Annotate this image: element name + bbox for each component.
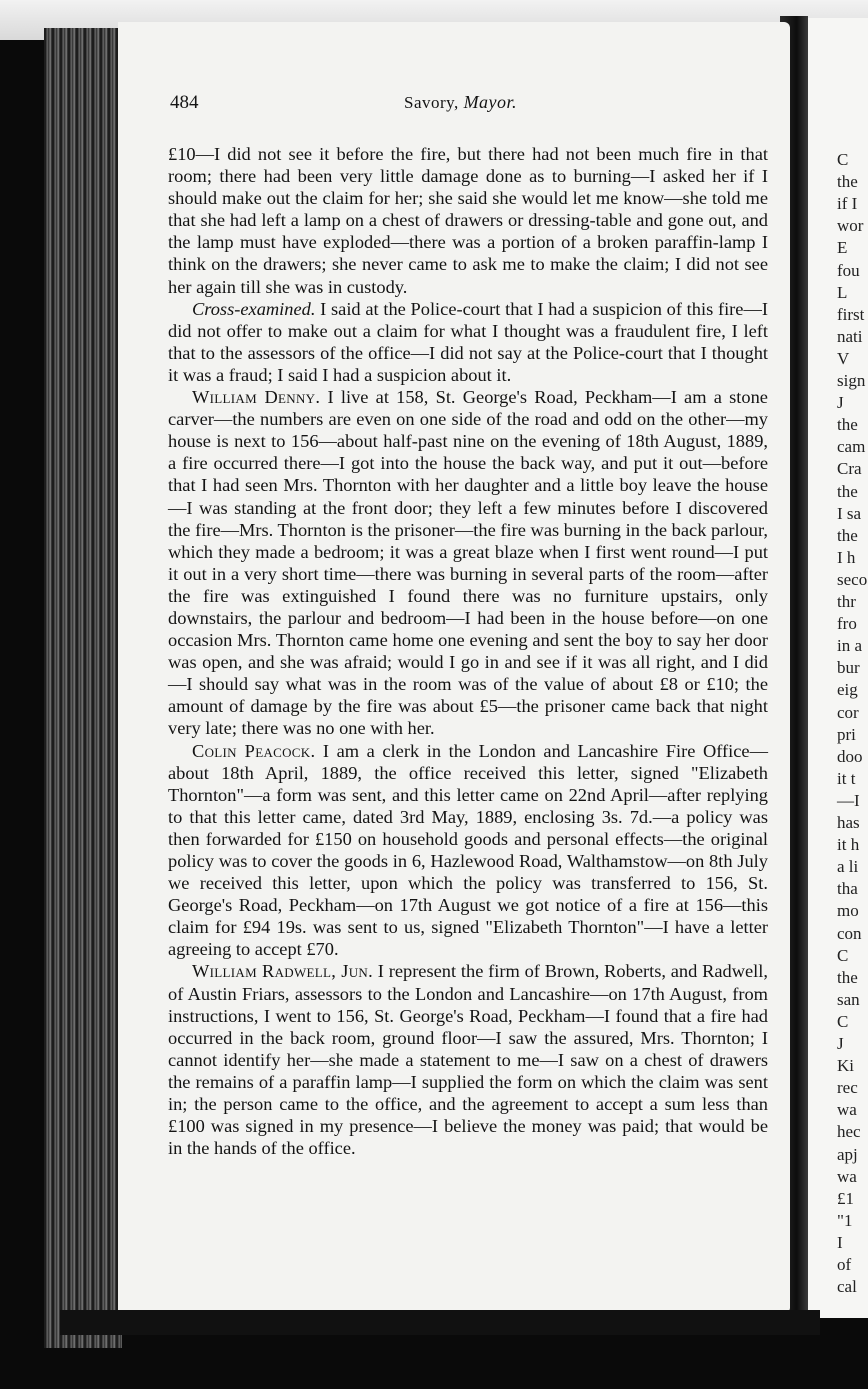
facing-page-fragment: C bbox=[837, 150, 849, 169]
facing-page-fragment: bur bbox=[837, 658, 860, 678]
facing-page-fragment: con bbox=[837, 923, 862, 943]
paragraph-text: I live at 158, St. George's Road, Peckham—I am a stone carver—the numbers are even on one side of the road and odd on the other—my house is next to 156—about half-past nine on the evening of 18th August, 1889, a fire occurred there—I got into the house the back way, and put it out—before that I had seen Mrs. Thornton with her daughter and a little boy leave the house—I was standing at the front door; they left a few minutes before I discovered the fire—Mrs. Thornton is the prisoner—the fire was burning in the back parlour, which they made a bedroom; it was a great blaze when I first went round—I put it out in a very short time—there was burning in several parts of the room—after the fire was extinguished I found there was no furniture upstairs, only downstairs, the parlour and bedroom—I had been in the house before—on one occasion Mrs. Thornton came home one evening and sent the boy to say her door was open, and she was afraid; would I go in and see if it was all right, and I did—I should say what was in the room was of the value of about £8 or £10; the amount of damage by the fire was about £5—the prisoner came back that night very late; there was no one with her. bbox=[168, 387, 768, 739]
facing-page-fragment: hec bbox=[837, 1122, 861, 1142]
testimony-paragraph bbox=[168, 143, 768, 298]
testimony-paragraph bbox=[168, 386, 768, 740]
paragraph-text: I said at the Police-court that I had a suspicion of this fire—I did not offer to make out a claim for what I thought was a fraudulent fire, I left that to the assessors of the office—I did not say at the Police-court that I thought it was a fraud; I said I had a suspicion about it. bbox=[168, 298, 768, 385]
facing-page-fragment: first bbox=[837, 304, 865, 324]
facing-page-fragment: rec bbox=[837, 1078, 858, 1098]
facing-page-fragment: J bbox=[837, 393, 844, 413]
facing-page-fragment: has bbox=[837, 813, 860, 832]
facing-page-fragment: £1 bbox=[837, 1188, 854, 1208]
facing-page-fragment: I sa bbox=[837, 503, 862, 523]
facing-page-fragment: J bbox=[837, 1034, 844, 1053]
facing-page-fragment: apj bbox=[837, 1144, 858, 1164]
facing-page-fragment: C bbox=[837, 1011, 849, 1031]
facing-page-fragment: eig bbox=[837, 680, 858, 700]
facing-page-fragment: of bbox=[837, 1255, 852, 1274]
facing-page-fragment: doo bbox=[837, 746, 863, 766]
book-binding-edge bbox=[44, 28, 122, 1348]
facing-page-fragment: in a bbox=[837, 636, 863, 656]
running-title-office: Mayor. bbox=[463, 92, 518, 112]
facing-page-fragment: a li bbox=[837, 857, 859, 877]
facing-page-fragment: the bbox=[837, 172, 858, 192]
facing-page-fragment: san bbox=[837, 989, 860, 1009]
facing-page-fragment: C bbox=[837, 945, 849, 965]
testimony-paragraph bbox=[168, 960, 768, 1159]
facing-page-fragment: E bbox=[837, 238, 848, 258]
facing-page-fragment: sign bbox=[837, 371, 866, 390]
facing-page-fragment: L bbox=[837, 282, 848, 302]
testimony-paragraph bbox=[168, 740, 768, 961]
facing-page-fragment: Ki bbox=[837, 1056, 854, 1076]
facing-page-fragment: I h bbox=[837, 547, 856, 567]
page-number: 484 bbox=[170, 92, 199, 113]
facing-page-fragment: wor bbox=[837, 216, 864, 236]
facing-page-fragment: it t bbox=[837, 768, 856, 788]
facing-page-fragment: cal bbox=[837, 1277, 857, 1297]
facing-page-fragment: wa bbox=[837, 1166, 857, 1186]
scan-bottom-edge bbox=[60, 1310, 820, 1335]
running-title-name: Savory, bbox=[404, 93, 459, 112]
facing-page-fragment: the bbox=[837, 525, 858, 545]
paragraph-lead: William Denny. bbox=[192, 387, 321, 408]
facing-page-fragment: wa bbox=[837, 1100, 857, 1120]
facing-page-fragment: the bbox=[837, 481, 858, 501]
paragraph-text: I represent the firm of Brown, Roberts, and Radwell, of Austin Friars, assessors to the London and Lancashire—on 17th August, from instructions, I went to 156, St. George's Road, Peckham—I found that a fire had occurred in the back room, ground floor—I saw the assured, Mrs. Thornton; I cannot identify her—she made a statement to me—I saw on a chest of drawers the remains of a paraffin lamp—I supplied the form on which the claim was sent in; the person came to the office, and the agreement to accept a sum less than £100 was signed in my presence—I believe the money was paid; that would be in the hands of the office. bbox=[168, 961, 768, 1159]
running-header bbox=[170, 92, 760, 118]
facing-page-fragment: thr bbox=[837, 592, 856, 611]
testimony-paragraph bbox=[168, 298, 768, 386]
facing-page-fragment: fou bbox=[837, 260, 860, 280]
facing-page-fragment: cam bbox=[837, 437, 866, 457]
facing-page-fragment: nati bbox=[837, 326, 863, 346]
paragraph-lead: William Radwell, Jun. bbox=[192, 961, 373, 982]
facing-page-fragment: the bbox=[837, 967, 858, 987]
facing-page-fragment: tha bbox=[837, 879, 858, 899]
facing-page-fragment: V bbox=[837, 348, 850, 368]
facing-page-fragment: mo bbox=[837, 901, 859, 921]
body-text bbox=[168, 143, 768, 1159]
paragraph-text: I am a clerk in the London and Lancashire Fire Office—about 18th April, 1889, the office received this letter, signed "Elizabeth Thornton"—a form was sent, and this letter came on 22nd April—after replying to that this letter came, dated 3rd May, 1889, enclosing 3s. 7d.—a policy was then forwarded for £150 on household goods and personal effects—the original policy was to cover the goods in 6, Hazlewood Road, Walthamstow—on 8th July we received this letter, upon which the policy was transferred to 156, St. George's Road, Peckham—on 17th August we got notice of a fire at 156—this claim for £94 19s. was sent to us, signed "Elizabeth Thornton"—I have a letter agreeing to accept £70. bbox=[168, 740, 768, 960]
running-title bbox=[404, 92, 517, 113]
facing-page-fragment: it h bbox=[837, 835, 860, 855]
facing-page-fragment: pri bbox=[837, 724, 856, 744]
facing-page-fragment: "1 bbox=[837, 1210, 853, 1230]
facing-page-fragment: fro bbox=[837, 614, 857, 634]
facing-page-fragment: if I bbox=[837, 194, 858, 214]
paragraph-lead: Cross-examined. bbox=[192, 298, 316, 319]
facing-page-fragment: —I bbox=[837, 790, 860, 810]
facing-page-fragment: the bbox=[837, 415, 858, 435]
facing-page-fragment: I bbox=[837, 1232, 843, 1252]
facing-page-fragment: Cra bbox=[837, 459, 862, 479]
facing-page-fragment: cor bbox=[837, 702, 859, 722]
paragraph-text: £10—I did not see it before the fire, but there had not been much fire in that room; there had been very little damage done as to burning—I asked her if I should make out the claim for her; she said she would let me know—she told me that she had left a lamp on a chest of drawers or dressing-table and gone out, and the lamp must have exploded—there was a portion of a broken paraffin-lamp I think on the drawers; she never came to ask me to make the claim; I did not see her again till she was in custody. bbox=[168, 144, 768, 297]
facing-page-fragment: seco bbox=[837, 569, 868, 589]
paragraph-lead: Colin Peacock. bbox=[192, 740, 316, 761]
facing-page bbox=[805, 18, 868, 1318]
